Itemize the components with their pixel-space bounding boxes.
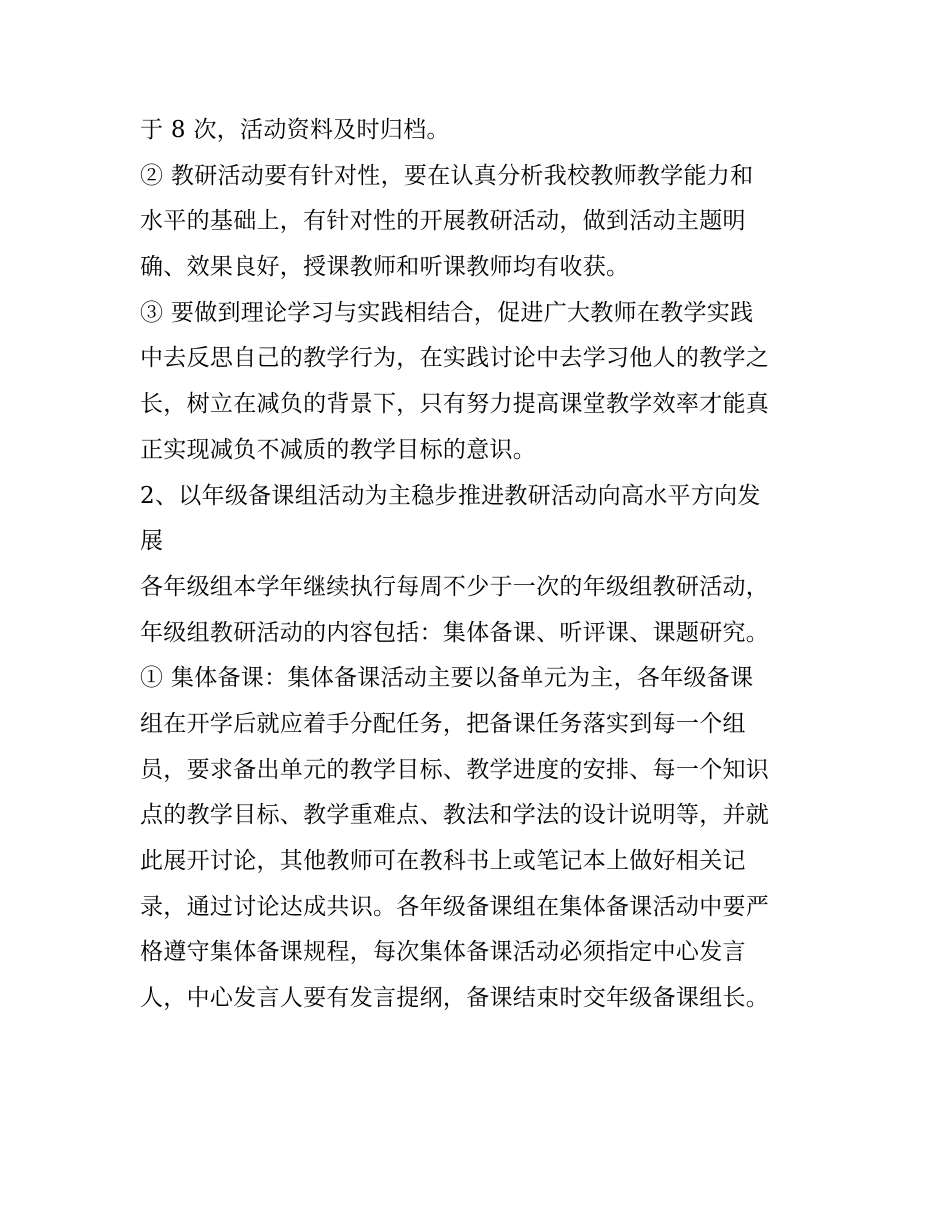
text-line: 正实现减负不减质的教学目标的意识。	[140, 436, 537, 463]
text-line: ③ 要做到理论学习与实践相结合，促进广大教师在教学实践	[140, 299, 754, 326]
text-line: 此展开讨论，其他教师可在教科书上或笔记本上做好相关记	[140, 848, 746, 874]
section-heading: 2、以年级备课组活动为主稳步推进教研活动向高水平方向发	[140, 482, 761, 509]
text-line: 确、效果良好，授课教师和听课教师均有收获。	[140, 254, 630, 281]
text-line: 中去反思自己的教学行为，在实践讨论中去学习他人的教学之	[140, 345, 770, 372]
body-text	[140, 108, 830, 1022]
text-line: 录，通过讨论达成共识。各年级备课组在集体备课活动中要严	[140, 893, 770, 920]
text-line: 长，树立在减负的背景下，只有努力提高课堂教学效率才能真	[140, 391, 770, 418]
text-line: 点的教学目标、教学重难点、教法和学法的设计说明等，并就	[140, 802, 770, 829]
text-line: 员，要求备出单元的教学目标、教学进度的安排、每一个知识	[140, 756, 770, 783]
text-line: ① 集体备课：集体备课活动主要以备单元为主，各年级备课	[140, 665, 754, 692]
text-line: 年级组教研活动的内容包括：集体备课、听评课、课题研究。	[140, 619, 770, 646]
section-heading-continued: 展	[140, 528, 164, 555]
text-line: 组在开学后就应着手分配任务，把备课任务落实到每一个组	[140, 710, 746, 737]
text-line: 人，中心发言人要有发言提纲，备课结束时交年级备课组长。	[140, 985, 770, 1012]
text-line: 于 8 次，活动资料及时归档。	[140, 117, 450, 143]
text-line: 各年级组本学年继续执行每周不少于一次的年级组教研活动，	[140, 573, 770, 600]
text-line: 格遵守集体备课规程，每次集体备课活动必须指定中心发言	[140, 939, 746, 966]
text-line: 水平的基础上，有针对性的开展教研活动，做到活动主题明	[140, 208, 746, 235]
text-line: ② 教研活动要有针对性，要在认真分析我校教师教学能力和	[140, 162, 754, 189]
